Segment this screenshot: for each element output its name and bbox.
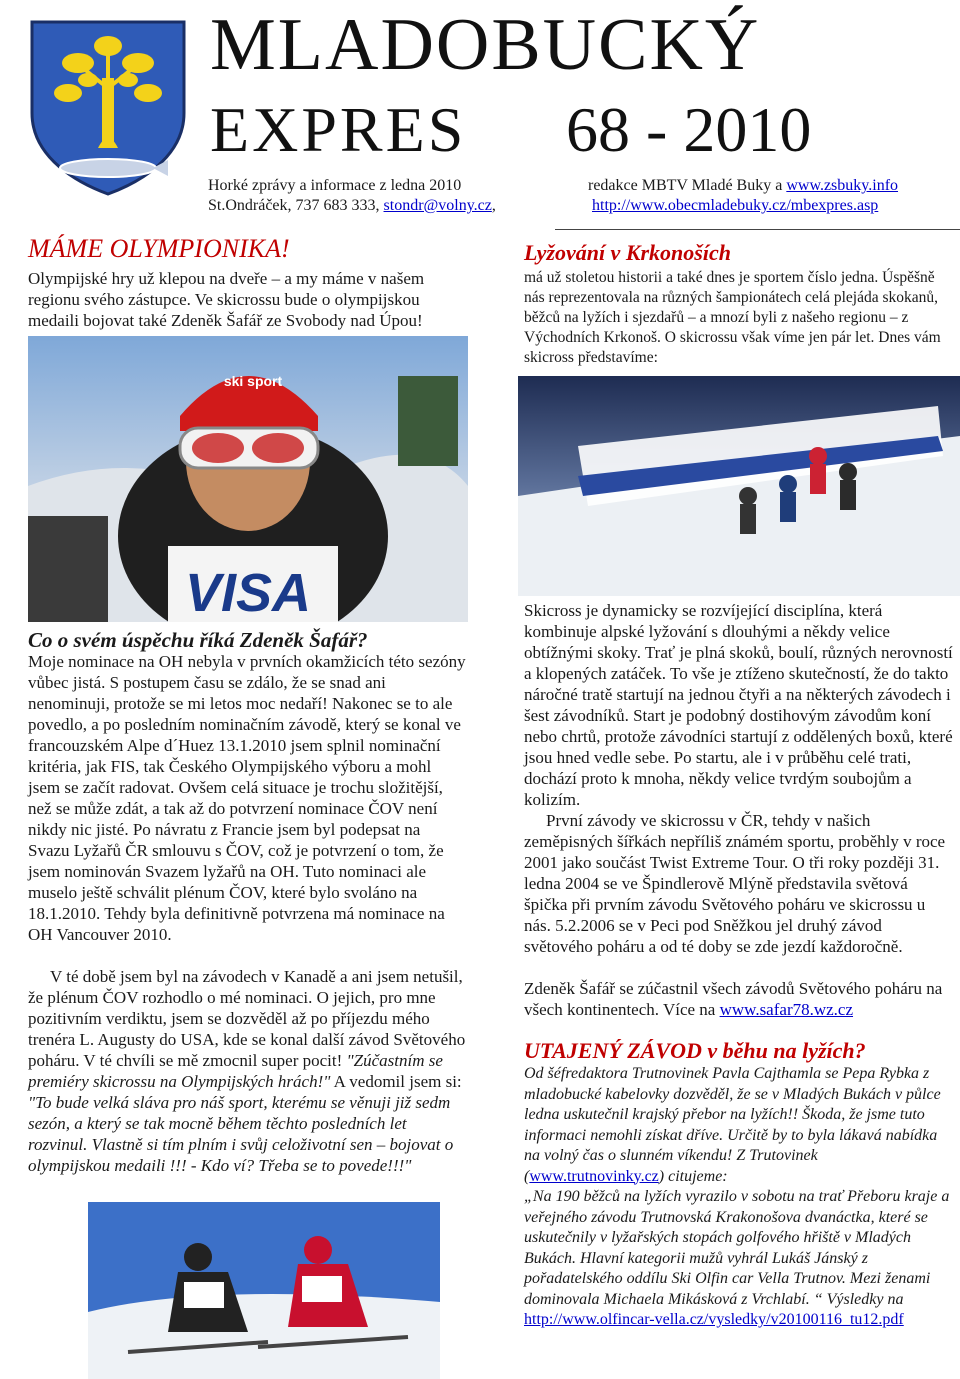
- masthead-title-line2: EXPRES: [210, 94, 467, 165]
- interview-paragraph-2: [28, 966, 466, 1176]
- trutnovinky-link[interactable]: www.trutnovinky.cz: [529, 1167, 659, 1185]
- interview-p2-text-2: A vedomil jsem si:: [330, 1072, 462, 1091]
- email-link[interactable]: stondr@volny.cz: [383, 197, 492, 214]
- interview-quote-1: "Zúčastním se premiéry skicrossu na Olympijských hrách!": [28, 1051, 443, 1091]
- comma: ,: [491, 197, 496, 214]
- skier-portrait-photo: [28, 336, 468, 622]
- safar-text: Zdeněk Šafář se zúčastnil všech závodů Světového poháru na všech kontinentech. Více na: [524, 979, 943, 1019]
- coat-of-arms: [28, 18, 188, 198]
- heading-secret-race: UTAJENÝ ZÁVOD v běhu na lyžích?: [524, 1038, 866, 1063]
- heading-olympionika: MÁME OLYMPIONIKA!: [28, 234, 290, 263]
- interview-paragraph-1: Moje nominace na OH nebyla v prvních okamžicích této sezóny vůbec jistá. S postupem času se zdálo, že se snad ani nenominuji, protože se mi letos moc nedaří! Nakonec se to ale povedlo, a po posledním nominačním závodě, který se konal ve francouzském Alpe d´Huez 13.1.2010 jsem splnil nominační kritéria, jak FIS, tak Českého Olympijského výboru a mohl jsem se začít radovat. Ovšem celá situace je trochu složitější, než se může zdát, a tak až do potvrzení nominace ČOV není nikdy nic jisté. Po návratu z Francie jsem byl podepsat na Svazu Lyžařů ČR smlouvu s ČOV, což je potvrzení o tom, že jsem nominován Svazem lyžařů na OH. Tuto nominaci ale muselo ještě schválit plénum ČOV, které bylo svoláno na 18.1.2010. Tehdy byla definitivně potvrzena má nominace na OH Vancouver 2010.: [28, 652, 466, 944]
- heading-interview: Co o svém úspěchu říká Zdeněk Šafář?: [28, 628, 368, 652]
- olympian-intro: Olympijské hry už klepou na dveře – a my máme v našem regionu svého zástupce. Ve skicrossu bude o olympijskou medaili bojovat také Zdeněk Šafář ze Svobody nad Úpou!: [28, 269, 425, 330]
- secret-race-quote: „Na 190 běžců na lyžích vyrazilo v sobotu na trať Přeboru kraje a veřejného závodu Trutnovská Krakonošova dvanáctka, které se uskutečnily v lyžařských stopách golfového hřiště v Mladých Bukách. Hlavní kategorii mužů vyhrál Lukáš Jánský z pořadatelského oddílu Ski Olfin car Vella Trutnov. Mezi ženami dominovala Michaela Mikásková z Vrchlabí. “ Výsledky na: [524, 1188, 950, 1308]
- skiers-race-photo: [88, 1202, 440, 1379]
- masthead-info-right-1: [588, 176, 898, 195]
- masthead-info-left-2: [208, 196, 496, 215]
- heading-krkonose: Lyžování v Krkonoších: [524, 240, 731, 265]
- interview-p2-text: V té době jsem byl na závodech v Kanadě a ani jsem netušil, že plénum ČOV rozhodlo o mé nominaci. O jejich, pro mne pozitivním verdiktu, jsem se dozvěděl až po příjezdu mého trenéra L. Augusty do USA, kde se konal další závod Světového poháru. V té chvíli se mě zmocnil super pocit!: [28, 967, 466, 1070]
- header-divider: [555, 229, 960, 230]
- skicross-paragraph-1: Skicross je dynamicky se rozvíjející disciplína, která kombinuje alpské lyžování s dlouhými a někdy velice obtížnými skoky. Trať je plná skoků, boulí, různých nerovností a klopených zatáček. To vše je ztíženo skutečností, že do takto náročné tratě startují na jednou čtyři a na některých závodech i šest závodníků. Start je podobný dostihovým závodům koní nebo chrtů, protože závodníci startují z oddělených boxů, které jsou hned vedle sebe. Po startu, ale i v průběhu celé trati, dochází proto k mnoha, někdy velice tvrdým soubojům a kolizím.: [524, 601, 953, 809]
- visa-bib-text: VISA: [184, 563, 312, 622]
- interview-quote-2: "To bude velká sláva pro náš sport, kterému se věnuji již sedm sezón, a který se tak mocně během těchto posledních let rozvinul. Vlastně si tím plním i svůj celoživotní sen – bojovat o olympijskou medaili !!! - Kdo ví? Třeba se to povede!!!": [28, 1093, 454, 1175]
- site-link-zsbuky[interactable]: www.zsbuky.info: [786, 177, 899, 194]
- secret-race-text: [524, 1064, 956, 1331]
- results-link[interactable]: http://www.olfincar-vella.cz/vysledky/v20100116_tu12.pdf: [524, 1311, 904, 1328]
- secret-race-cite: ) citujeme:: [658, 1167, 728, 1185]
- masthead-info-left-1: Horké zprávy a informace z ledna 2010: [208, 177, 462, 194]
- skicross-race-photo: [518, 376, 960, 596]
- safar-link[interactable]: www.safar78.wz.cz: [719, 1000, 854, 1019]
- helmet-text: ski sport: [223, 373, 283, 389]
- masthead-title-line1: MLADOBUCKÝ: [210, 4, 761, 86]
- site-link-mbexpres[interactable]: http://www.obecmladebuky.cz/mbexpres.asp: [592, 197, 879, 214]
- skicross-paragraph-3: [524, 978, 954, 1020]
- krkonose-text: má už stoletou historii a také dnes je sportem číslo jedna. Úspěšně nás reprezentovala na různých šampionátech celá plejáda skokanů, běžců na lyžích i sjezdařů – a mnozí byli z našeho regionu – z Východních Krkonoš. O skicrossu však víme jen pár let. Dnes vám skicross představíme:: [524, 269, 941, 366]
- skicross-paragraph-2: První závody ve skicrossu v ČR, tehdy v našich zeměpisných šířkách nepříliš známém sportu, proběhly v roce 2001 jako součást Twist Extreme Tour. O tři roky později 31. ledna 2004 se ve Špindlerově Mlýně představila světová špička při prvním závodu Světového poháru ve skicrossu u nás. 5.2.2006 se v Peci pod Sněžkou jel druhý závod světového poháru a od té doby se zde jezdí každoročně.: [524, 811, 946, 956]
- contact-text: St.Ondráček, 737 683 333,: [208, 197, 380, 214]
- secret-race-intro: Od šéfredaktora Trutnovinek Pavla Cajthamla se Pepa Rybka z mladobucké kabelovky dozvěděl, že se v Mladých Bukách v půlce ledna uskutečnil krajský přebor na lyžích!! Škoda, že jsme tuto informaci nemohli získat dříve. Určitě by to byla lákavá nabídka na volný čas o slunném víkendu! Z Trutovinek (: [524, 1065, 941, 1185]
- issue-number: 68 - 2010: [566, 94, 812, 165]
- masthead-info-right-2: [592, 196, 878, 215]
- redakce-text: redakce MBTV Mladé Buky a: [588, 177, 787, 194]
